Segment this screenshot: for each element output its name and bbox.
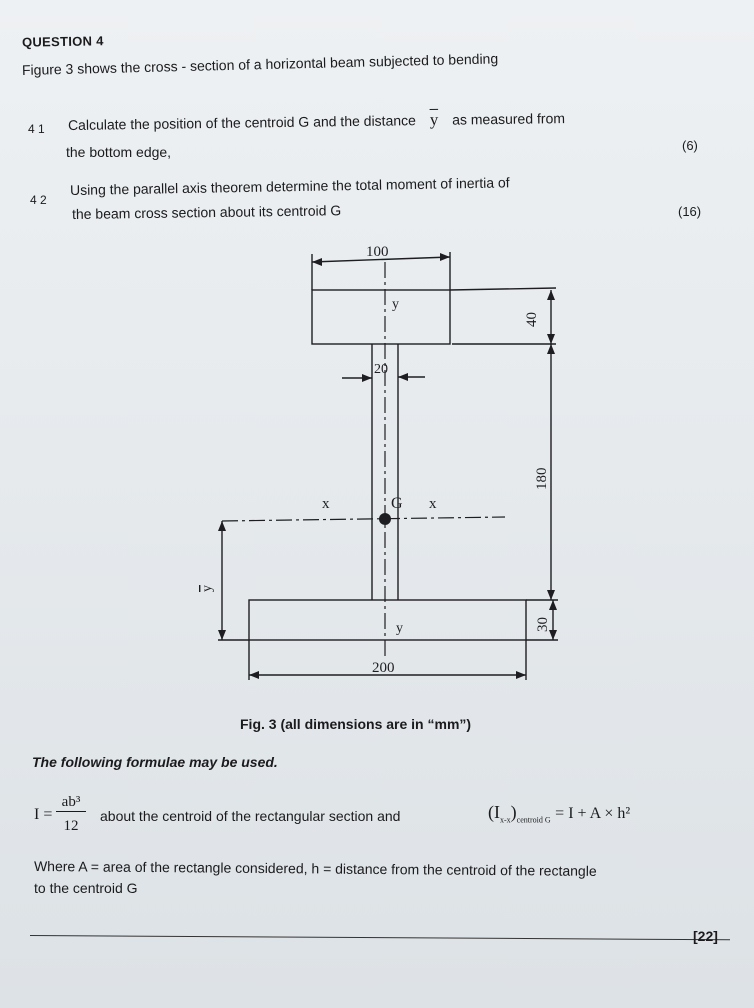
total-marks: [22] [693,928,718,944]
label-y-top: y [392,297,399,312]
top-flange [312,290,450,344]
ext-line-40-top [450,288,556,290]
arrow-ybar-top [218,521,226,531]
item-4-2-line2: the beam cross section about its centroid G [71,202,342,222]
formula-where-line2: to the centroid G [34,880,138,896]
arrow-200-right [516,671,526,679]
formula-parallel-lhs: (I [488,802,500,822]
formula-numerator: ab³ [56,794,86,812]
question-heading: QUESTION 4 [21,33,104,50]
figure-caption: Fig. 3 (all dimensions are in “mm”) [240,716,472,732]
bottom-flange [249,600,526,640]
arrow-180-top [547,344,555,354]
dim-label-100: 100 [366,244,389,260]
label-x-right: x [429,496,437,512]
arrow-180-bottom [547,590,555,600]
centroid-point [379,513,391,525]
ybar-symbol: $\overline{y}$ [429,109,439,129]
item-4-1-marks: (6) [682,138,698,153]
label-x-left: x [322,496,330,512]
dim-label-200: 200 [372,660,395,676]
arrow-30-top [549,600,557,610]
arrow-40-top [547,290,555,300]
question-intro: Figure 3 shows the cross - section of a horizontal beam subjected to bending [21,50,499,78]
item-4-1-number: 4 1 [28,122,45,136]
formula-parallel-rhs: = I + A × h² [555,805,631,822]
item-4-2-line1: Using the parallel axis theorem determine the total moment of inertia of [69,174,510,198]
label-ybar: y [200,585,215,592]
item-4-1-text: Calculate the position of the centroid G and the distance [67,112,416,133]
item-4-1-text-end: as measured from [452,110,566,128]
x-x-axis [222,517,505,521]
formula-parallel-sub: x-x [500,815,511,825]
arrow-200-left [249,671,259,679]
dim-label-20: 20 [374,362,388,377]
item-4-2-marks: (16) [678,204,702,219]
arrow-20-left [362,374,372,382]
formula-denominator: 12 [63,818,79,834]
label-y-bottom: y [396,621,403,636]
arrow-20-right [398,373,408,381]
item-4-2-number: 4 2 [30,193,47,207]
formula-parallel-close: ) [510,802,517,822]
formula-parallel-axis [488,802,630,825]
arrow-ybar-bottom [218,630,226,640]
formula-about-text: about the centroid of the rectangular section and [100,808,401,824]
item-4-1-line2: the bottom edge, [66,144,172,160]
formula-where-line1: Where A = area of the rectangle considered, h = distance from the centroid of the rectangle [33,858,597,879]
arrow-100-left [312,258,322,266]
arrow-40-bottom [547,334,555,344]
formula-I-lhs: I = [34,806,53,823]
formula-parallel-sub2: centroid G [516,815,551,825]
label-centroid-G: G [391,495,403,512]
arrow-100-right [440,253,450,261]
dim-label-180: 180 [534,467,550,490]
dim-label-40: 40 [524,312,540,327]
formulae-heading: The following formulae may be used. [32,754,278,770]
dim-label-30: 30 [535,617,551,632]
